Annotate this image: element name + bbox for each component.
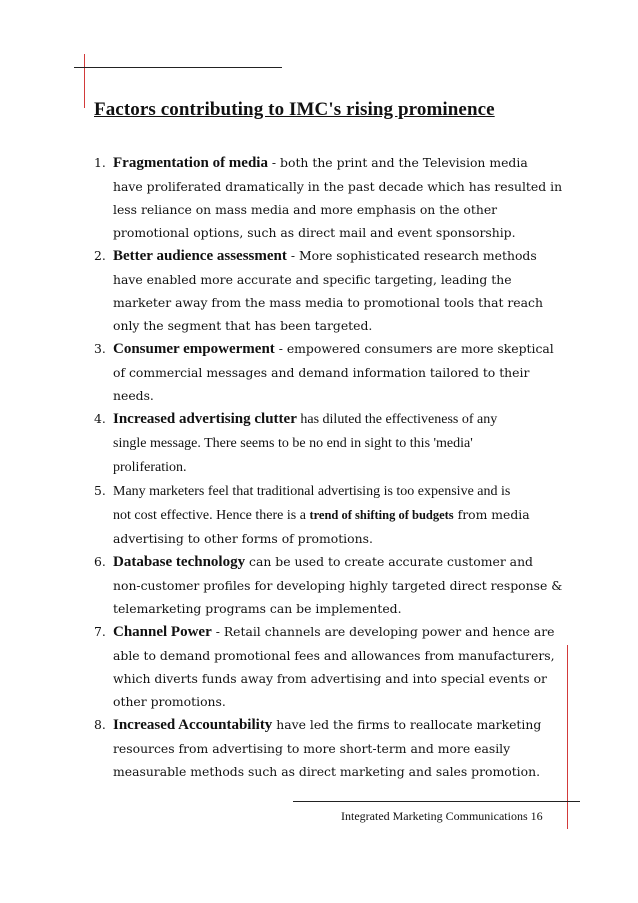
body-text: Many marketers feel that traditional advertising is too expensive and is <box>113 484 511 499</box>
text-line <box>113 407 574 431</box>
keyword: Database technology <box>113 554 246 570</box>
body-text: - both the print and the Television media <box>267 155 528 170</box>
text-line <box>113 455 574 479</box>
keyword: Consumer empowerment <box>113 341 275 357</box>
list-item-number: 5. <box>94 483 106 498</box>
body-text: promotional options, such as direct mail and event sponsorship. <box>113 225 516 240</box>
list-item-number: 6. <box>94 554 106 569</box>
keyword: Increased advertising clutter <box>113 411 297 427</box>
body-text: have enabled more accurate and specific targeting, leading the <box>113 272 512 287</box>
body-text: resources from advertising to more short-term and more easily <box>113 741 511 756</box>
list-item <box>94 620 574 713</box>
text-line <box>113 574 574 597</box>
header-rule <box>74 67 282 68</box>
list-item-number: 3. <box>94 341 106 356</box>
body-text: not cost effective. Hence there is a <box>113 508 310 523</box>
crop-mark-top-left <box>84 54 85 108</box>
text-line <box>113 291 574 314</box>
text-line <box>113 597 574 620</box>
body-text: - Retail channels are developing power and hence are <box>211 624 555 639</box>
factors-list <box>94 151 574 783</box>
list-item-number: 1. <box>94 155 106 170</box>
text-line <box>113 550 574 574</box>
list-item <box>94 407 574 479</box>
list-item <box>94 713 574 783</box>
body-text: from media <box>453 507 530 522</box>
list-item-number: 8. <box>94 717 106 732</box>
text-line <box>113 198 574 221</box>
list-item-number: 2. <box>94 248 106 263</box>
footer-title: Integrated Marketing Communications <box>341 809 528 823</box>
text-line <box>113 314 574 337</box>
text-line <box>113 760 574 783</box>
text-line <box>113 713 574 737</box>
text-line <box>113 431 574 455</box>
list-item <box>94 151 574 244</box>
text-line <box>113 644 574 667</box>
page-title: Factors contributing to IMC's rising prominence <box>94 99 495 120</box>
body-text: needs. <box>113 388 154 403</box>
body-text: only the segment that has been targeted. <box>113 318 373 333</box>
list-item <box>94 337 574 407</box>
body-text: single message. There seems to be no end in sight to this 'media' <box>113 436 473 451</box>
list-item <box>94 244 574 337</box>
body-text: - More sophisticated research methods <box>286 248 537 263</box>
keyword: Better audience assessment <box>113 248 287 264</box>
text-line <box>113 690 574 713</box>
keyword: trend of shifting of budgets <box>309 508 454 522</box>
body-text: have led the firms to reallocate marketing <box>272 717 542 732</box>
body-text: has diluted the effectiveness of any <box>296 412 498 427</box>
text-line <box>113 737 574 760</box>
text-line <box>113 620 574 644</box>
list-item <box>94 479 574 550</box>
text-line <box>113 337 574 361</box>
body-text: non-customer profiles for developing highly targeted direct response & <box>113 578 563 593</box>
list-item-number: 7. <box>94 624 106 639</box>
text-line <box>113 361 574 384</box>
text-line <box>113 151 574 175</box>
text-line <box>113 503 574 527</box>
keyword: Increased Accountability <box>113 717 273 733</box>
text-line <box>113 527 574 550</box>
keyword: Fragmentation of media <box>113 155 268 171</box>
text-line <box>113 244 574 268</box>
text-line <box>113 175 574 198</box>
list-item-number: 4. <box>94 411 106 426</box>
list-item <box>94 550 574 620</box>
body-text: able to demand promotional fees and allowances from manufacturers, <box>113 648 555 663</box>
body-text: measurable methods such as direct marketing and sales promotion. <box>113 764 541 779</box>
body-text: have proliferated dramatically in the past decade which has resulted in <box>113 179 563 194</box>
keyword: Channel Power <box>113 624 212 640</box>
body-text: advertising to other forms of promotions. <box>113 531 373 546</box>
text-line <box>113 268 574 291</box>
body-text: marketer away from the mass media to promotional tools that reach <box>113 295 543 310</box>
body-text: which diverts funds away from advertising and into special events or <box>113 671 547 686</box>
footer-rule <box>293 801 580 802</box>
text-line <box>113 384 574 407</box>
body-text: other promotions. <box>113 694 226 709</box>
page-footer <box>341 809 543 824</box>
body-text: can be used to create accurate customer and <box>245 554 533 569</box>
body-text: proliferation. <box>113 460 187 475</box>
text-line <box>113 667 574 690</box>
body-text: less reliance on mass media and more emphasis on the other <box>113 202 498 217</box>
text-line <box>113 479 574 503</box>
text-line <box>113 221 574 244</box>
body-text: - empowered consumers are more skeptical <box>274 341 554 356</box>
page-number: 16 <box>530 809 543 823</box>
body-text: of commercial messages and demand information tailored to their <box>113 365 530 380</box>
body-text: telemarketing programs can be implemented. <box>113 601 402 616</box>
